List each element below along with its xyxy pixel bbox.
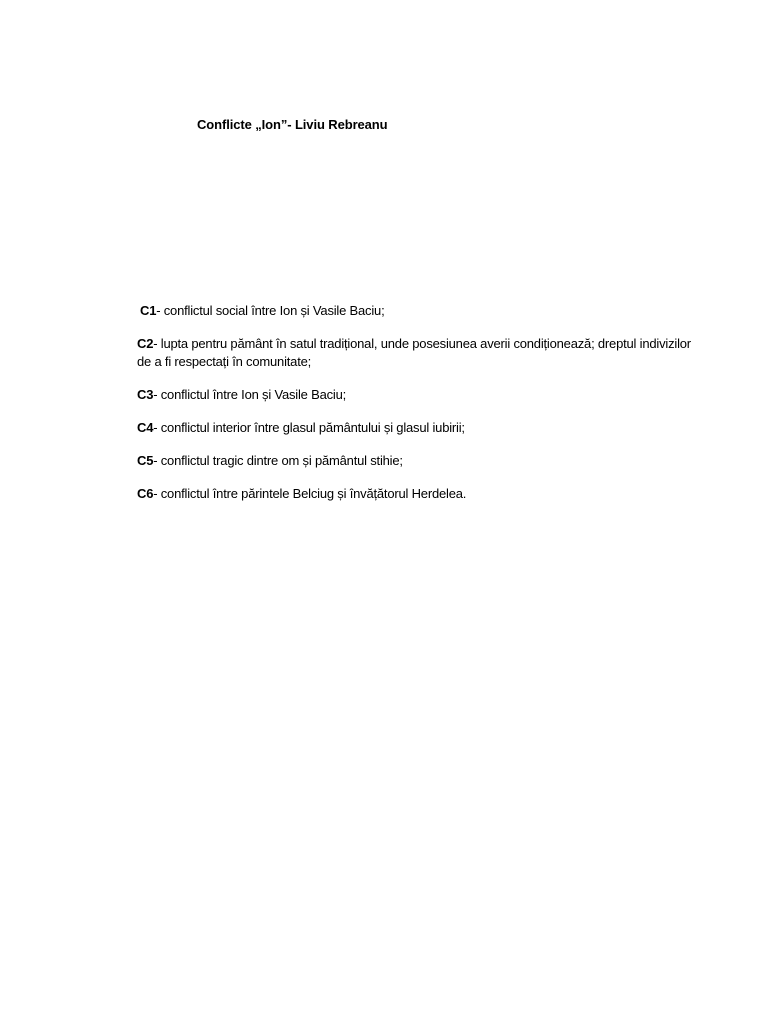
document-title: Conflicte „Ion”- Liviu Rebreanu — [197, 117, 388, 132]
conflict-item-c1 — [137, 302, 697, 320]
conflict-list — [137, 302, 697, 518]
conflict-text: - lupta pentru pământ în satul tradițional, unde posesiunea averii condiționează; dreptul indivizilor de a fi respectați în comunitate; — [137, 336, 691, 369]
conflict-label: C6 — [137, 486, 154, 501]
conflict-text: - conflictul tragic dintre om și pământul stihie; — [153, 453, 403, 468]
conflict-item-c3 — [137, 386, 697, 404]
conflict-text: - conflictul între Ion și Vasile Baciu; — [153, 387, 347, 402]
conflict-label: C4 — [137, 420, 154, 435]
conflict-text: - conflictul social între Ion și Vasile Baciu; — [156, 303, 385, 318]
conflict-item-c5 — [137, 452, 697, 470]
conflict-label: C3 — [137, 387, 154, 402]
conflict-label: C5 — [137, 453, 154, 468]
conflict-text: - conflictul între părintele Belciug și învățătorul Herdelea. — [153, 486, 467, 501]
conflict-text: - conflictul interior între glasul pământului și glasul iubirii; — [153, 420, 465, 435]
conflict-item-c6 — [137, 485, 697, 503]
conflict-label: C2 — [137, 336, 154, 351]
conflict-label: C1 — [140, 303, 157, 318]
conflict-item-c2 — [137, 335, 697, 371]
conflict-item-c4 — [137, 419, 697, 437]
